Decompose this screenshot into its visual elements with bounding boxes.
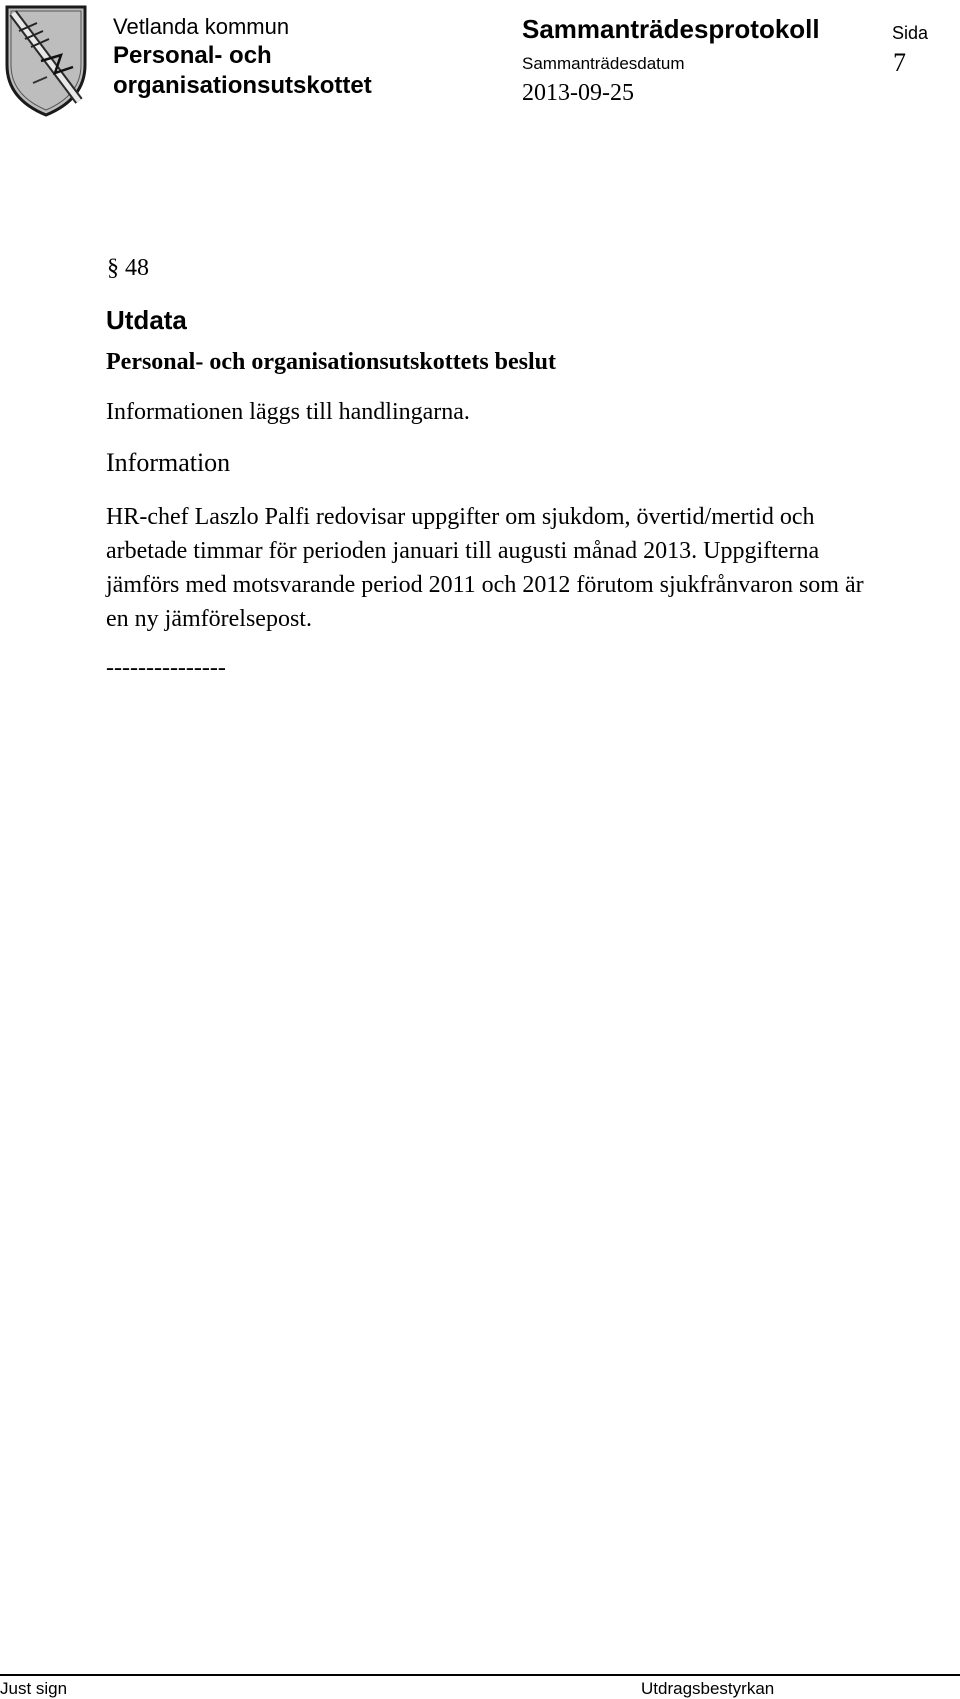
footer-divider: [0, 1674, 960, 1676]
municipal-coat-of-arms-icon: [3, 3, 89, 119]
decision-text: Informationen läggs till handlingarna.: [106, 399, 470, 425]
information-body: [106, 500, 960, 636]
footer-certification-label: Utdragsbestyrkan: [641, 1679, 775, 1698]
body-line: jämförs med motsvarande period 2011 och 2012 förutom sjukfrånvaron som är: [106, 572, 864, 598]
section-separator: ---------------: [106, 655, 226, 681]
section-number: § 48: [107, 255, 149, 281]
meeting-date-label: Sammanträdesdatum: [522, 54, 685, 73]
decision-heading: Personal- och organisationsutskottets beslut: [106, 349, 557, 375]
body-line: arbetade timmar för perioden januari till augusti månad 2013. Uppgifterna: [106, 538, 820, 564]
footer-signature-label: Just sign: [0, 1679, 68, 1698]
body-line: HR-chef Laszlo Palfi redovisar uppgifter om sjukdom, övertid/mertid och: [106, 504, 815, 530]
information-heading: Information: [106, 448, 231, 477]
page-label: Sida: [892, 23, 929, 43]
meeting-date-value: 2013-09-25: [522, 80, 634, 106]
item-heading: Utdata: [106, 305, 187, 335]
org-name: Vetlanda kommun: [113, 14, 290, 39]
document-type: Sammanträdesprotokoll: [522, 14, 820, 44]
body-line: en ny jämförelsepost.: [106, 606, 312, 632]
committee-name-line1: Personal- och: [113, 42, 272, 69]
page-number: 7: [893, 48, 906, 77]
committee-name-line2: organisationsutskottet: [113, 72, 372, 99]
